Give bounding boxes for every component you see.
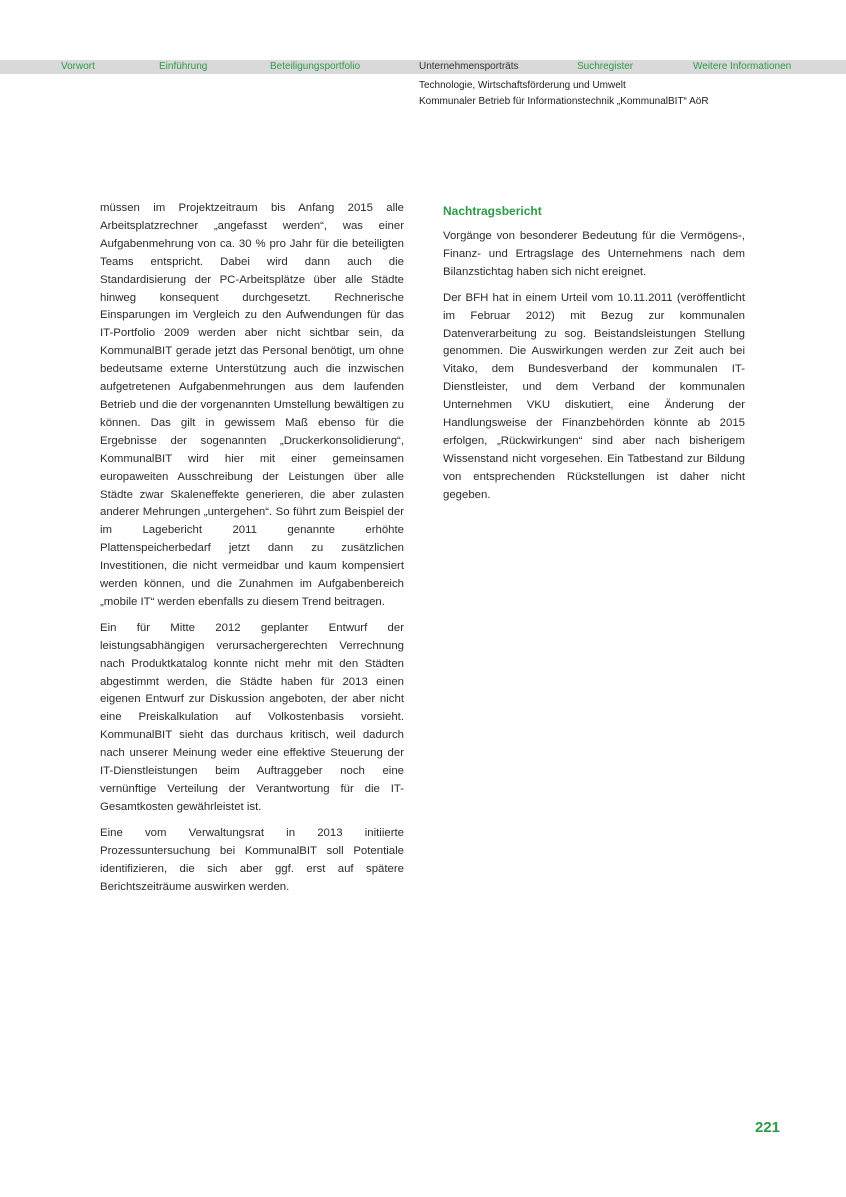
nav-link-unternehmensportraets[interactable]: Unternehmensporträts [419, 61, 519, 72]
nav-link-vorwort[interactable]: Vorwort [61, 61, 95, 72]
left-text-column [100, 200, 404, 904]
top-navigation-bar [0, 60, 846, 74]
body-paragraph: Der BFH hat in einem Urteil vom 10.11.2011 (veröffentlicht im Februar 2012) mit Bezug zur kommunalen Datenverarbeitung zu sog. Beistandsleistungen Stellung genommen. Die Auswirkungen werden zur Zeit auch bei Vitako, dem Bundesverband der kommunalen IT-Dienstleister, und dem Verband der kommunalen Unternehmen VKU diskutiert, eine Änderung der Handlungsweise der Finanzbehörden könnte ab 2015 erfolgen, „Rückwirkungen“ sind aber nach bisherigem Wissenstand nicht vorgesehen. Ein Tatbestand zur Bildung von entsprechenden Rückstellungen ist daher nicht gegeben. [443, 291, 745, 501]
header-company: Kommunaler Betrieb für Informationstechnik „KommunalBIT“ AöR [419, 96, 709, 107]
nav-link-beteiligungsportfolio[interactable]: Beteiligungsportfolio [270, 61, 361, 72]
nav-link-einfuehrung[interactable]: Einführung [159, 61, 208, 72]
body-paragraph: Vorgänge von besonderer Bedeutung für die Vermögens-, Finanz- und Ertragslage des Unternehmens nach dem Bilanzstichtag haben sich nicht ereignet. [443, 230, 745, 278]
body-paragraph: Ein für Mitte 2012 geplanter Entwurf der leistungsabhängigen verursachergerechten Verrechnung nach Produktkatalog konnte nicht mehr mit den Städten abgestimmt werden, die Städte haben für 2013 einen eigenen Entwurf zur Diskussion angeboten, der aber nicht eine Preiskalkulation auf Volkostenbasis vorsieht. KommunalBIT sieht das durchaus kritisch, weil dadurch nach unserer Meinung weder eine effektive Steuerung der IT-Dienstleistungen beim Auftraggeber noch eine vernünftige Verteilung der Verantwortung für die IT-Gesamtkosten gewährleistet ist. [100, 621, 404, 813]
nav-link-weitere-informationen[interactable]: Weitere Informationen [693, 61, 792, 72]
nav-link-suchregister[interactable]: Suchregister [577, 61, 634, 72]
body-paragraph: müssen im Projektzeitraum bis Anfang 2015 alle Arbeitsplatzrechner „angefasst werden“, was einer Aufgabenmehrung von ca. 30 % pro Jahr für die beteiligten Teams entspricht. Dabei wird dann auch die Standardisierung der PC-Arbeitsplätze über alle Städte hinweg konsequent durchgesetzt. Rechnerische Einsparungen im Vergleich zu den Aufwendungen für das IT-Portfolio 2009 werden aber nicht sichtbar sein, da KommunalBIT gerade jetzt das Personal benötigt, um ohne bedeutsame externe Unterstützung auch die inzwischen aufgetretenen Aufgabenmehrungen aus dem laufenden Betrieb und die der vorgenannten Umstellung bewältigen zu können. Das gilt in gewissem Maß ebenso für die Ergebnisse der sogenannten „Druckerkonsolidierung“, KommunalBIT wird hier mit einer gemeinsamen europaweiten Ausschreibung der Leistungen über alle Städte zwar Skaleneffekte generieren, die aber zulasten anderer Mehrungen „untergehen“. So führt zum Beispiel der im Lagebericht 2011 genannte erhöhte Plattenspeicherbedarf jetzt dann zu zusätzlichen Investitionen, die nicht vermeidbar und kaum kompensiert werden können, und die Zunahmen im Aufgabenbereich „mobile IT“ werden ebenfalls zu diesem Trend beitragen. [100, 202, 404, 608]
section-heading-nachtragsbericht: Nachtragsbericht [443, 204, 542, 218]
header-category: Technologie, Wirtschaftsförderung und Umwelt [419, 80, 626, 91]
right-text-column [443, 203, 745, 513]
page-number: 221 [755, 1119, 781, 1136]
body-paragraph: Eine vom Verwaltungsrat in 2013 initiierte Prozessuntersuchung bei KommunalBIT soll Potentiale identifizieren, die sich aber ggf. erst auf spätere Berichtszeiträume auswirken werden. [100, 826, 404, 893]
